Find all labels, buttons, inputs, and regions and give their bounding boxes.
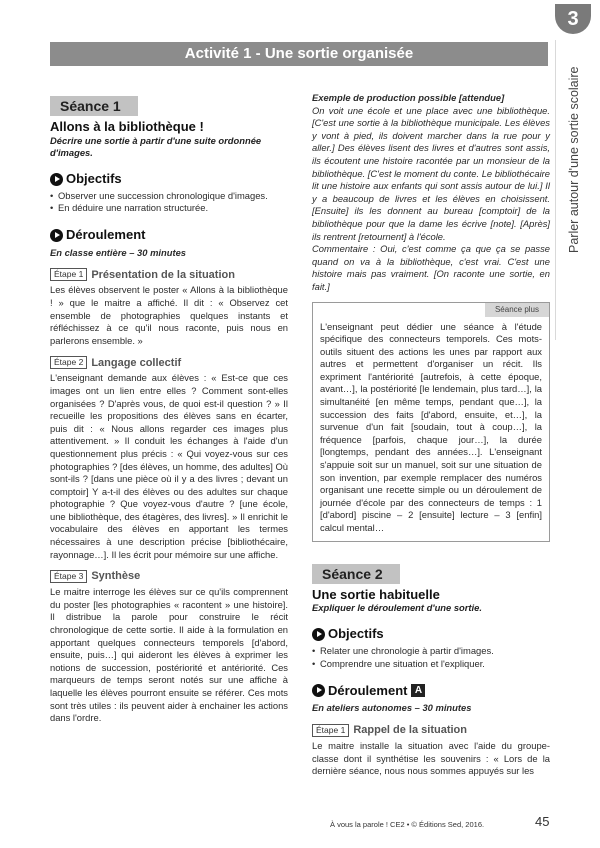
seance2-tag: Séance 2 bbox=[312, 564, 400, 584]
seance2-objectifs-list bbox=[312, 645, 550, 670]
etape-tag: Étape 3 bbox=[50, 570, 87, 583]
objectifs-label: Objectifs bbox=[66, 170, 122, 186]
etape-text: Le maitre installe la situation avec l'aide du groupe-classe dont il synthétise les souvenirs : « Lors de la dernière séance, nous nous sommes appuyés sur les bbox=[312, 739, 550, 777]
etape-title: Présentation de la situation bbox=[91, 268, 235, 281]
etape-title: Synthèse bbox=[91, 570, 141, 583]
seance2-deroulement-sub: En ateliers autonomes – 30 minutes bbox=[312, 702, 472, 714]
example-title: Exemple de production possible [attendue] bbox=[312, 92, 505, 103]
deroulement-label: Déroulement bbox=[66, 226, 146, 242]
seance2-subtitle: Expliquer le déroulement d'une sortie. bbox=[312, 602, 482, 614]
play-circle-icon bbox=[312, 628, 325, 641]
objectifs-label: Objectifs bbox=[328, 626, 384, 642]
chapter-number-badge: 3 bbox=[555, 4, 591, 34]
etape-text: Les élèves observent le poster « Allons à la bibliothèque ! » que le maitre a affiché. Il dit : « Observez cet ensemble de photographies quelques instants et réfléchissez à ce qu'il nous raconte, puis nous en parlerons ensemble. » bbox=[50, 284, 288, 346]
seance1-deroulement-heading bbox=[50, 226, 288, 242]
play-circle-icon bbox=[50, 173, 63, 186]
seance1-title: Allons à la bibliothèque ! bbox=[50, 119, 204, 134]
left-column bbox=[50, 96, 288, 725]
page-title: Activité 1 - Une sortie organisée bbox=[50, 42, 548, 66]
seance2-deroulement-heading bbox=[312, 684, 550, 697]
etape-header bbox=[312, 724, 550, 737]
etape-text: L'enseignant demande aux élèves : « Est-ce que ces images ont un lien entre elles ? Comment sont-elles organisées ? D'après vous, de quoi est-il question ? » Il recueille les propositions des élèves sans en écarter, puis dit : « Nous allons regarder ces images plus attentivement. » Il conduit les échanges à l'aide d'un questionnement plus précis : « Qui voyez-vous sur ces photographies ? [des élèves, un homme, des adultes] Où sont-ils ? [dans une pièce où il y a des livres ; devant un comptoir] Y a-t-il des élèves ou des adultes sur chaque photographie ? Que voyez-vous d'autre ? [une école, une bibliothèque, des étagères, des livres]. » Il enrichit le vocabulaire des élèves en apportant les termes nécessaires à une description précise [bibliothécaire, rayonnage…]. Il les écrit pour mémoire sur une affiche. bbox=[50, 372, 288, 560]
etape-tag: Étape 2 bbox=[50, 356, 87, 369]
example-text: On voit une école et une place avec une bibliothèque. [C'est une sortie à la bibliothèque municipale. Les élèves y vont à pied, ils doivent marcher dans la rue pour y aller.] Des élèves lisent des livres et d'autres sont assis, ils écoutent une histoire racontée par un monsieur de la bibliothèque. [C'est le moment du conte. Le bibliothécaire lit une histoire aux enfants qui sont assis autour de lui.] Il y a beaucoup de livres et les élèves en choisissent. [Ensuite] ils les donnent au bureau [comptoir] de la bibliothèque pour que la dame les écrive [note]. [Après] ils rentrent [retournent] à l'école. bbox=[312, 104, 550, 242]
chapter-side-label: Parler autour d'une sortie scolaire bbox=[567, 66, 581, 254]
seance1-objectifs-heading bbox=[50, 170, 288, 186]
list-item: • Relater une chronologie à partir d'images. bbox=[312, 645, 550, 658]
list-item: • Comprendre une situation et l'expliquer. bbox=[312, 658, 550, 671]
etape-tag: Étape 1 bbox=[50, 268, 87, 281]
list-item: • Observer une succession chronologique d'images. bbox=[50, 190, 288, 203]
page-number: 45 bbox=[535, 814, 550, 829]
seance1-deroulement-sub: En classe entière – 30 minutes bbox=[50, 246, 187, 258]
seance2-title: Une sortie habituelle bbox=[312, 586, 440, 602]
example-commentaire: Commentaire : Oui, c'est comme ça que ça se passe quand on va à la bibliothèque, c'est vrai. C'est une histoire mais pas vraiment. [On raconte une sortie, en fait.] bbox=[312, 243, 550, 292]
seance1-subtitle: Décrire une sortie à partir d'une suite ordonnée d'images. bbox=[50, 134, 262, 158]
etape-header bbox=[50, 268, 288, 281]
seance2-objectifs-heading bbox=[312, 628, 550, 641]
play-circle-icon bbox=[50, 229, 63, 242]
seance-plus-text: L'enseignant peut dédier une séance à l'étude spécifique des connecteurs temporels. Ces mots-outils situent des actions les unes par rapport aux autres et permettent d'organiser un récit. Ils expriment l'antériorité [autrefois, à cette époque, avant…], la postériorité [le lendemain, plus tard…], la simultanéité [en même temps, pendant que…], la succession des faits [d'abord, ensuite, et…], la survenue d'un fait [soudain, tout à coup…], la fréquence [parfois, chaque jour…], la durée [longtemps, pendant des années…]. L'enseignant s'appuie soit sur un manuel, soit sur une situation de son invention, par exemple remplacer des numéros organisant une recette simple ou un déroulement de journée d'école par des connecteurs de temps : 1 [d'abord] piscine – 2 [ensuite] lecture – 3 [enfin] calcul mental… bbox=[320, 320, 542, 533]
seance1-tag: Séance 1 bbox=[50, 96, 138, 116]
list-item: • En déduire une narration structurée. bbox=[50, 202, 288, 215]
seance-plus-tag: Séance plus bbox=[485, 303, 549, 318]
etape-header bbox=[50, 356, 288, 369]
seance1-objectifs-list bbox=[50, 190, 288, 215]
seance-plus-box bbox=[312, 302, 550, 542]
play-circle-icon bbox=[312, 684, 325, 697]
right-column bbox=[312, 92, 550, 778]
etape-title: Rappel de la situation bbox=[353, 724, 467, 737]
etape-tag: Étape 1 bbox=[312, 724, 349, 737]
footer-credit: À vous la parole ! CE2 • © Éditions Sed, 2016. bbox=[330, 820, 485, 829]
side-divider bbox=[555, 40, 556, 340]
deroulement-label: Déroulement bbox=[328, 682, 408, 698]
etape-text: Le maitre interroge les élèves sur ce qu'ils comprennent du poster [les photographies « racontent » une histoire]. Il distribue la parole pour construire le récit chronologique de cette sortie. Il aide à la formulation en apportant quelques connecteurs temporels [d'abord, ensuite, puis…] qui aideront les élèves à exprimer les notions de succession, postériorité et antériorité. Ces marqueurs de temps seront notés sur une affiche à laquelle les élèves pourront ensuite se référer. Ces mots sont très utiles : ils peuvent aider à enchainer les actions dans l'ordre. bbox=[50, 586, 288, 724]
etape-title: Langage collectif bbox=[91, 356, 182, 369]
etape-header bbox=[50, 570, 288, 583]
atelier-a-badge: A bbox=[411, 684, 425, 697]
